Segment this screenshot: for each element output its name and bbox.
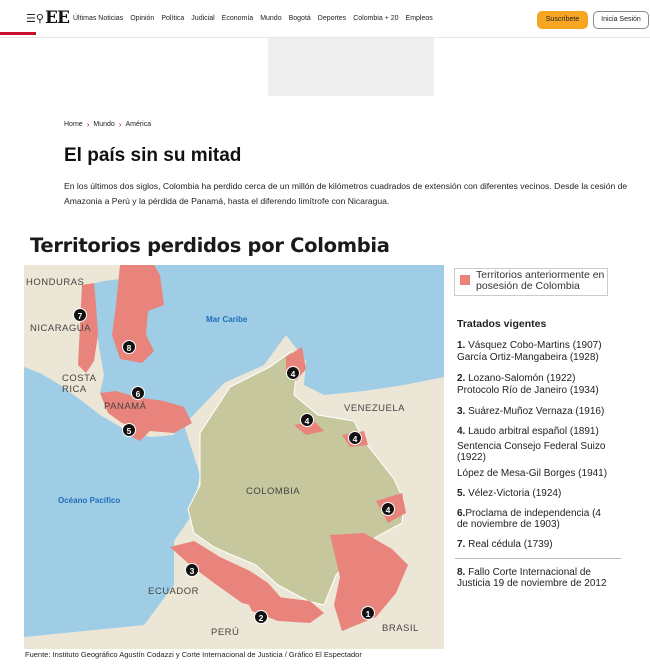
treaty-item: 5. Vélez-Victoria (1924) <box>457 488 562 499</box>
marker-7: 7 <box>73 308 87 322</box>
map-label-costa-rica-2: RICA <box>62 384 87 395</box>
map-label-honduras: HONDURAS <box>26 277 85 288</box>
map-label-brasil: BRASIL <box>382 623 419 634</box>
breadcrumb-mundo[interactable]: Mundo <box>93 121 115 128</box>
map-label-nicaragua: NICARAGUA <box>30 323 91 334</box>
marker-4: 4 <box>300 413 314 427</box>
nav-item-colombia-20[interactable]: Colombia + 20 <box>353 15 399 22</box>
breadcrumb-america[interactable]: América <box>125 121 152 128</box>
treaty-item: 1. Vásquez Cobo-Martins (1907) <box>457 340 602 351</box>
treaty-item: Protocolo Río de Janeiro (1934) <box>457 385 599 396</box>
map-label-panama: PANAMÁ <box>104 401 147 412</box>
map-label-colombia: COLOMBIA <box>246 486 301 497</box>
article-lead: En los últimos dos siglos, Colombia ha perdido cerca de un millón de kilómetros cuadrados de extensión con diferentes vecinos. Desde la cesión de Amazonia a Perú y la pérdida de Panamá, hasta el diferendo limítrofe con Nicaragua. <box>64 181 628 206</box>
ad-placeholder <box>268 28 434 96</box>
treaty-item: 6.Proclama de independencia (4 de noviembre de 1903) <box>457 508 601 530</box>
marker-3: 3 <box>185 563 199 577</box>
login-button[interactable]: Inicia Sesión <box>593 11 649 29</box>
treaty-item: 2. Lozano-Salomón (1922) <box>457 373 576 384</box>
treaty-item: López de Mesa-Gil Borges (1941) <box>457 468 608 479</box>
treaty-item: 7. Real cédula (1739) <box>457 539 553 550</box>
breadcrumb-home[interactable]: Home <box>64 121 83 128</box>
treaty-item: García Ortiz-Mangabeira (1928) <box>457 352 599 363</box>
graphic-title: Territorios perdidos por Colombia <box>30 234 390 257</box>
nav-item-economia[interactable]: Economía <box>221 15 254 22</box>
treaty-item: Sentencia Consejo Federal Suizo (1922) <box>457 441 606 463</box>
map-label-venezuela: VENEZUELA <box>344 403 405 414</box>
nav-item-ultimas-noticias[interactable]: Últimas Noticias <box>73 15 124 22</box>
logo[interactable]: EE <box>45 8 69 28</box>
nav-item-deportes[interactable]: Deportes <box>317 15 347 22</box>
territory-map <box>24 265 444 649</box>
nav-item-empleos[interactable]: Empleos <box>405 15 433 22</box>
marker-4: 4 <box>286 366 300 380</box>
nav-item-mundo[interactable]: Mundo <box>260 15 282 22</box>
nav-item-opinion[interactable]: Opinión <box>130 15 155 22</box>
nav-item-judicial[interactable]: Judicial <box>191 15 215 22</box>
article-title: El país sin su mitad <box>64 145 242 166</box>
map-label-oceano-pacifico: Océano Pacífico <box>58 496 121 505</box>
treaty-item: 4. Laudo arbitral español (1891) <box>457 426 599 437</box>
legend-text: Territorios anteriormente en posesión de Colombia <box>476 269 605 292</box>
marker-2: 2 <box>254 610 268 624</box>
treaties-heading: Tratados vigentes <box>457 318 547 330</box>
chevron-right-icon: › <box>118 120 122 129</box>
marker-6: 6 <box>131 386 145 400</box>
treaty-item: 3. Suárez-Muñoz Vernaza (1916) <box>457 406 605 417</box>
marker-1: 1 <box>361 606 375 620</box>
breadcrumb <box>64 120 151 129</box>
legend-divider <box>455 558 621 559</box>
accent-line <box>0 32 36 35</box>
marker-4: 4 <box>381 502 395 516</box>
marker-5: 5 <box>122 423 136 437</box>
section-nav <box>73 15 433 22</box>
map-label-costa-rica-1: COSTA <box>62 373 97 384</box>
marker-8: 8 <box>122 340 136 354</box>
territory-6 <box>100 391 192 433</box>
treaty-item: 8. Fallo Corte Internacional de Justicia 19 de noviembre de 2012 <box>457 567 607 589</box>
map-label-peru: PERÚ <box>211 627 240 638</box>
nav-item-bogota[interactable]: Bogotá <box>288 15 311 22</box>
marker-4: 4 <box>348 431 362 445</box>
nav-item-politica[interactable]: Política <box>161 15 185 22</box>
top-navigation-bar <box>0 0 650 38</box>
menu-search-icon[interactable]: ☰⚲ <box>26 12 44 25</box>
legend-swatch <box>460 275 470 285</box>
territory-8 <box>112 265 164 363</box>
subscribe-button[interactable]: Suscríbete <box>537 11 588 29</box>
map-label-mar-caribe: Mar Caribe <box>206 315 248 324</box>
map-label-ecuador: ECUADOR <box>148 586 200 597</box>
chevron-right-icon: › <box>86 120 90 129</box>
graphic-source: Fuente: Instituto Geográfico Agustín Codazzi y Corte Internacional de Justicia / Gráfico El Espectador <box>25 650 362 659</box>
